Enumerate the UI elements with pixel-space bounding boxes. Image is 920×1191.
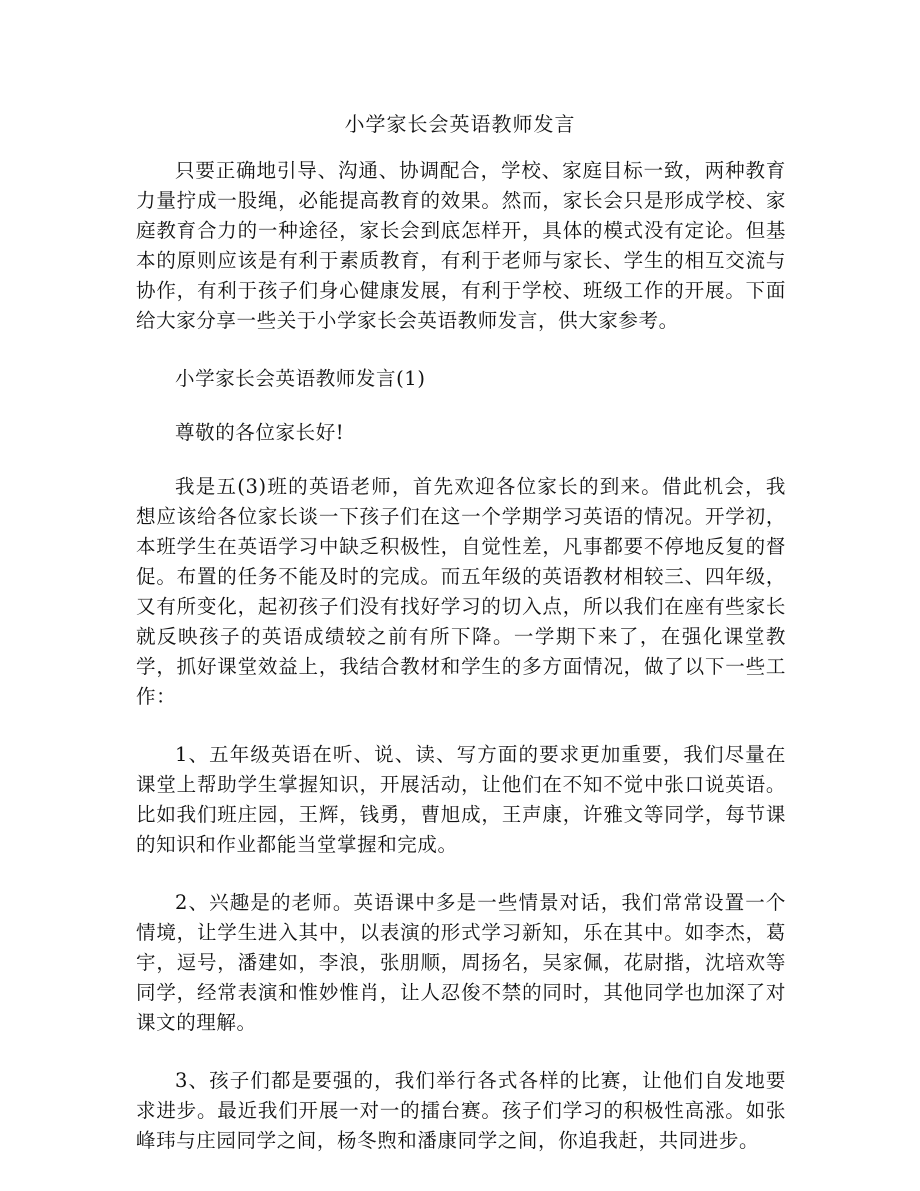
greeting-paragraph: 尊敬的各位家长好! [175, 421, 345, 444]
list-paragraph-3: 3、孩子们都是要强的，我们举行各式各样的比赛，让他们自发地要求进步。最近我们开展一对一的擂台赛。孩子们学习的积极性高涨。如张峰玮与庄园同学之间，杨冬煦和潘康同学之间，你追我赶，共同进步。 [136, 1069, 786, 1152]
intro-paragraph: 只要正确地引导、沟通、协调配合，学校、家庭目标一致，两种教育力量拧成一股绳，必能提高教育的效果。然而，家长会只是形成学校、家庭教育合力的一种途径，家长会到底怎样开，具体的模式没有定论。但基本的原则应该是有利于素质教育，有利于老师与家长、学生的相互交流与协作，有利于孩子们身心健康发展，有利于学校、班级工作的开展。下面给大家分享一些关于小学家长会英语教师发言，供大家参考。 [136, 159, 786, 332]
body-paragraph: 我是五(3)班的英语老师，首先欢迎各位家长的到来。借此机会，我想应该给各位家长谈一下孩子们在这一个学期学习英语的情况。开学初，本班学生在英语学习中缺乏积极性，自觉性差，凡事都要不停地反复的督促。布置的任务不能及时的完成。而五年级的英语教材相较三、四年级，又有所变化，起初孩子们没有找好学习的切入点，所以我们在座有些家长就反映孩子的英语成绩较之前有所下降。一学期下来了，在强化课堂教学，抓好课堂效益上，我结合教材和学生的多方面情况，做了以下一些工作： [136, 475, 786, 708]
document-title: 小学家长会英语教师发言 [344, 112, 576, 136]
list-paragraph-1: 1、五年级英语在听、说、读、写方面的要求更加重要，我们尽量在课堂上帮助学生掌握知识，开展活动，让他们在不知不觉中张口说英语。比如我们班庄园，王辉，钱勇，曹旭成，王声康，许雅文等同学，每节课的知识和作业都能当堂掌握和完成。 [136, 743, 786, 856]
section-heading: 小学家长会英语教师发言(1) [175, 367, 426, 390]
list-paragraph-2: 2、兴趣是的老师。英语课中多是一些情景对话，我们常常设置一个情境，让学生进入其中，以表演的形式学习新知，乐在其中。如李杰，葛宇，逗号，潘建如，李浪，张朋顺，周扬名，吴家佩，花尉揩，沈培欢等同学，经常表演和惟妙惟肖，让人忍俊不禁的同时，其他同学也加深了对课文的理解。 [136, 891, 786, 1034]
document-body [136, 156, 786, 1184]
